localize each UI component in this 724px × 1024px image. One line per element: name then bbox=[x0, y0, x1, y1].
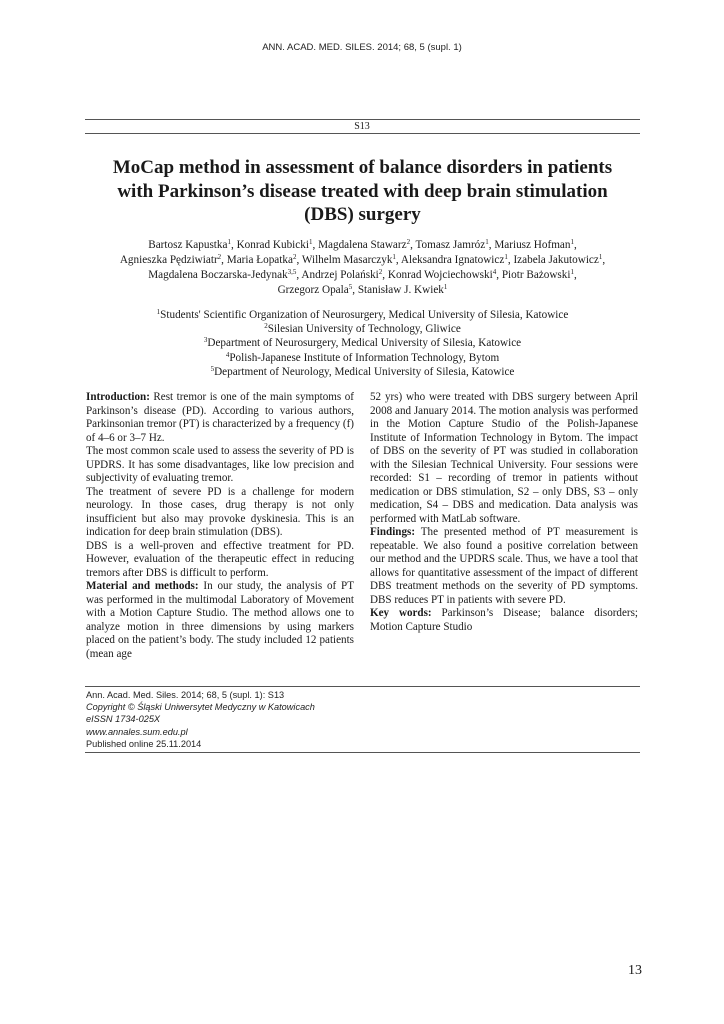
page-number: 13 bbox=[628, 963, 642, 978]
author-separator: , bbox=[296, 269, 302, 281]
author-affiliation: 3,5 bbox=[287, 268, 297, 276]
author-name: Maria Łopatka bbox=[226, 254, 293, 266]
affiliation-item bbox=[85, 365, 640, 379]
author-affiliation: 1 bbox=[308, 238, 313, 246]
findings-label: Findings: bbox=[370, 526, 416, 538]
abstract-keywords bbox=[370, 607, 638, 634]
author-name: Bartosz Kapustka bbox=[148, 239, 228, 251]
author-affiliation: 1 bbox=[392, 253, 396, 261]
author-line-4 bbox=[85, 283, 640, 298]
abstract-column-left bbox=[86, 391, 354, 661]
abstract-column-right bbox=[370, 391, 638, 634]
footer-citation: Ann. Acad. Med. Siles. 2014; 68, 5 (supl. 1): S13 bbox=[86, 690, 285, 700]
affiliation-text: Silesian University of Technology, Gliwice bbox=[267, 323, 461, 336]
author-separator: , bbox=[602, 254, 606, 266]
methods-label: Material and methods: bbox=[86, 580, 199, 592]
author-name: Grzegorz Opala bbox=[277, 284, 349, 296]
author-line-1 bbox=[85, 238, 640, 253]
affiliation-number: 3 bbox=[203, 336, 208, 345]
author-separator: , bbox=[296, 254, 302, 266]
methods-text-part-2: 52 yrs) who were treated with DBS surgery between April 2008 and January 2014. The motion analysis was performed in the Motion Capture Studio of the Polish-Japanese Institute of Information Technology in Bytom. The impact of DBS on the severity of PT was studied in collaboration with the Silesian Technical University. Four sessions were recorded: S1 – recording of tremor in patients without medication or DBS stimulation, S2 – only DBS, S3 – only medication, S4 – DBS and medication. Data analysis was performed with MatLab software. bbox=[370, 391, 638, 525]
article-title bbox=[85, 156, 640, 227]
author-separator: , bbox=[312, 239, 319, 251]
affiliation-list bbox=[85, 308, 640, 379]
author-affiliation: 1 bbox=[485, 238, 489, 246]
abstract-findings bbox=[370, 526, 638, 607]
affiliation-text: Students' Scientific Organization of Neurosurgery, Medical University of Silesia, Katowice bbox=[160, 309, 569, 321]
author-affiliation: 1 bbox=[570, 238, 574, 246]
author-affiliation: 5 bbox=[348, 283, 353, 291]
author-name: Agnieszka Pędziwiatr bbox=[119, 254, 218, 266]
author-name: Aleksandra Ignatowicz bbox=[400, 254, 505, 266]
introduction-label: Introduction: bbox=[86, 391, 150, 403]
author-separator: , bbox=[573, 239, 577, 251]
footer-copyright: Copyright © Śląski Uniwersytet Medyczny w Katowicach bbox=[86, 702, 315, 713]
footer-eissn: eISSN 1734-025X bbox=[86, 714, 161, 725]
author-affiliation: 2 bbox=[217, 253, 222, 261]
affiliation-number: 2 bbox=[264, 322, 268, 331]
author-affiliation: 2 bbox=[378, 268, 383, 276]
affiliation-text: Department of Neurology, Medical University of Silesia, Katowice bbox=[214, 365, 515, 378]
affiliation-item bbox=[85, 336, 640, 350]
footer-website: www.annales.sum.edu.pl bbox=[86, 726, 188, 737]
author-affiliation: 1 bbox=[504, 253, 508, 261]
footer-published: Published online 25.11.2014 bbox=[86, 738, 202, 749]
author-affiliation: 2 bbox=[292, 253, 297, 261]
author-name: Mariusz Hofman bbox=[494, 239, 571, 251]
author-separator: , bbox=[507, 254, 514, 266]
author-name: Izabela Jakutowicz bbox=[513, 254, 599, 266]
author-affiliation: 2 bbox=[406, 238, 411, 246]
affiliation-text: Department of Neurosurgery, Medical University of Silesia, Katowice bbox=[207, 337, 522, 350]
author-separator: , bbox=[352, 284, 358, 296]
author-list bbox=[85, 238, 640, 298]
footer-rule-bottom bbox=[85, 752, 640, 753]
affiliation-text: Polish-Japanese Institute of Information Technology, Bytom bbox=[229, 351, 500, 364]
affiliation-number: 1 bbox=[156, 308, 161, 316]
author-separator: , bbox=[410, 239, 416, 251]
author-name: Piotr Bażowski bbox=[501, 269, 571, 281]
author-separator: , bbox=[488, 239, 495, 251]
author-affiliation: 1 bbox=[570, 268, 574, 276]
author-name: Magdalena Boczarska-Jedynak bbox=[148, 269, 288, 281]
abstract-methods-start bbox=[86, 580, 354, 661]
affiliation-item bbox=[85, 308, 640, 322]
author-affiliation: 1 bbox=[443, 283, 448, 291]
footer-rule-top bbox=[85, 686, 640, 687]
affiliation-number: 4 bbox=[225, 350, 230, 359]
author-line-3 bbox=[85, 268, 640, 283]
abstract-paragraph-2: The most common scale used to assess the severity of PD is UPDRS. It has some disadvantages, like low precision and subjectivity of evaluating tremor. bbox=[86, 445, 354, 484]
author-name: Tomasz Jamróz bbox=[415, 239, 486, 251]
title-line-1: MoCap method in assessment of balance disorders in patients bbox=[112, 157, 613, 178]
journal-header: ANN. ACAD. MED. SILES. 2014; 68, 5 (supl. 1) bbox=[262, 42, 462, 53]
section-code: S13 bbox=[354, 121, 370, 132]
title-line-2: with Parkinson’s disease treated with deep brain stimulation bbox=[117, 180, 608, 202]
introduction-text: Rest tremor is one of the main symptoms of Parkinson’s disease (PD). According to various authors, Parkinsonian tremor (PT) is characterized by a frequency (f) of 4–6 or 3–7 Hz. bbox=[86, 391, 354, 444]
footer-info bbox=[86, 689, 486, 750]
header-rule-top bbox=[85, 119, 640, 120]
findings-text: The presented method of PT measurement is repeatable. We also found a positive correlation between our method and the UPDRS scale. Thus, we have a tool that allows for quantitative assessment of the impact of different DBS treatment methods on the severity of PD symptoms. DBS reduces PT in patients with severe PD. bbox=[370, 526, 638, 606]
author-name: Andrzej Polański bbox=[301, 269, 379, 281]
author-affiliation: 4 bbox=[492, 268, 497, 276]
author-name: Konrad Kubicki bbox=[236, 239, 309, 251]
affiliation-item bbox=[85, 322, 640, 336]
keywords-text: Parkinson’s Disease; balance disorders; Motion Capture Studio bbox=[370, 607, 638, 633]
affiliation-item bbox=[85, 351, 640, 365]
author-separator: , bbox=[230, 239, 237, 251]
author-affiliation: 1 bbox=[598, 253, 603, 261]
abstract-paragraph-4: DBS is a well-proven and effective treatment for PD. However, evaluation of the therapeutic effect in reducing tremors after DBS is difficult to perform. bbox=[86, 539, 354, 579]
author-separator: , bbox=[496, 269, 502, 281]
affiliation-number: 5 bbox=[210, 364, 215, 373]
author-affiliation: 1 bbox=[227, 238, 231, 246]
author-name: Konrad Wojciechowski bbox=[387, 269, 493, 281]
keywords-label: Key words: bbox=[370, 607, 432, 619]
author-separator: , bbox=[574, 269, 577, 281]
title-line-3: (DBS) surgery bbox=[304, 204, 421, 225]
author-line-2 bbox=[85, 253, 640, 268]
author-name: Magdalena Stawarz bbox=[318, 239, 407, 251]
author-name: Stanisław J. Kwiek bbox=[357, 284, 444, 296]
author-separator: , bbox=[395, 254, 401, 266]
abstract-paragraph-3: The treatment of severe PD is a challenge for modern neurology. In those cases, drug therapy is not only insufficient but also may provoke dyskinesia. This is an indication for deep brain stimulation (DBS). bbox=[86, 485, 354, 538]
author-name: Wilhelm Masarczyk bbox=[301, 254, 393, 266]
author-separator: , bbox=[382, 269, 388, 281]
abstract-introduction bbox=[86, 391, 354, 445]
header-rule-bottom bbox=[85, 133, 640, 134]
methods-text-part-1: In our study, the analysis of PT was performed in the multimodal Laboratory of Movement with a Motion Capture Studio. The method allows one to analyze motion in three dimensions by using markers placed on the patient’s body. The study included 12 patients (mean age bbox=[86, 580, 354, 660]
author-separator: , bbox=[221, 254, 227, 266]
